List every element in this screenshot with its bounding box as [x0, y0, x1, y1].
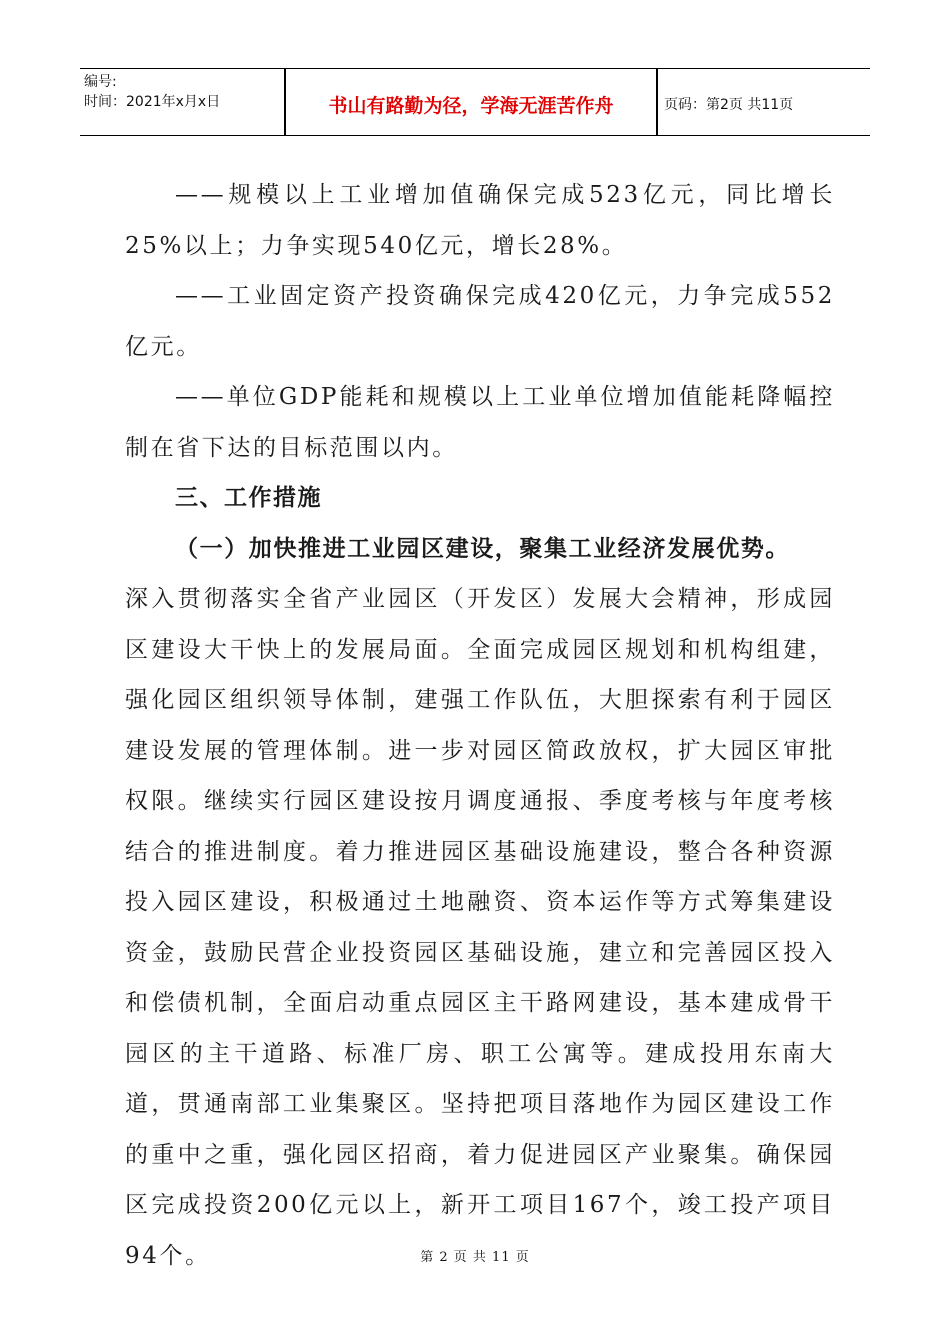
page-footer: 第 2 页 共 11 页	[420, 1250, 530, 1265]
target-paragraph: ——工业固定资产投资确保完成420亿元，力争完成552亿元。	[125, 283, 835, 360]
target-paragraph: ——规模以上工业增加值确保完成523亿元，同比增长25%以上；力争实现540亿元，增长28%。	[125, 182, 835, 259]
document-number-label: 编号:	[84, 74, 117, 90]
document-date: 时间：2021年x月x日	[84, 94, 221, 110]
header-divider	[656, 69, 658, 135]
section-heading: 三、工作措施	[175, 485, 322, 511]
target-paragraph: ——单位GDP能耗和规模以上工业单位增加值能耗降幅控制在省下达的目标范围以内。	[125, 384, 835, 461]
header-page-info: 页码：第2页 共11页	[664, 97, 794, 113]
subsection-body: 深入贯彻落实全省产业园区（开发区）发展大会精神，形成园区建设大干快上的发展局面。全面完成园区规划和机构组建，强化园区组织领导体制，建强工作队伍，大胆探索有利于园区建设发展的管理体制。进一步对园区简政放权，扩大园区审批权限。继续实行园区建设按月调度通报、季度考核与年度考核结合的推进制度。着力推进园区基础设施建设，整合各种资源投入园区建设，积极通过土地融资、资本运作等方式筹集建设资金，鼓励民营企业投资园区基础设施，建立和完善园区投入和偿债机制，全面启动重点园区主干路网建设，基本建成骨干园区的主干道路、标准厂房、职工公寓等。建成投用东南大道，贯通南部工业集聚区。坚持把项目落地作为园区建设工作的重中之重，强化园区招商，着力促进园区产业聚集。确保园区完成投资200亿元以上，新开工项目167个，竣工投产项目94个。	[125, 586, 835, 1269]
header-meta	[84, 72, 280, 112]
document-header	[80, 68, 870, 136]
subsection-heading: （一）加快推进工业园区建设，聚集工业经济发展优势。	[175, 535, 790, 562]
header-motto: 书山有路勤为径，学海无涯苦作舟	[328, 95, 614, 117]
document-body	[125, 170, 835, 1281]
